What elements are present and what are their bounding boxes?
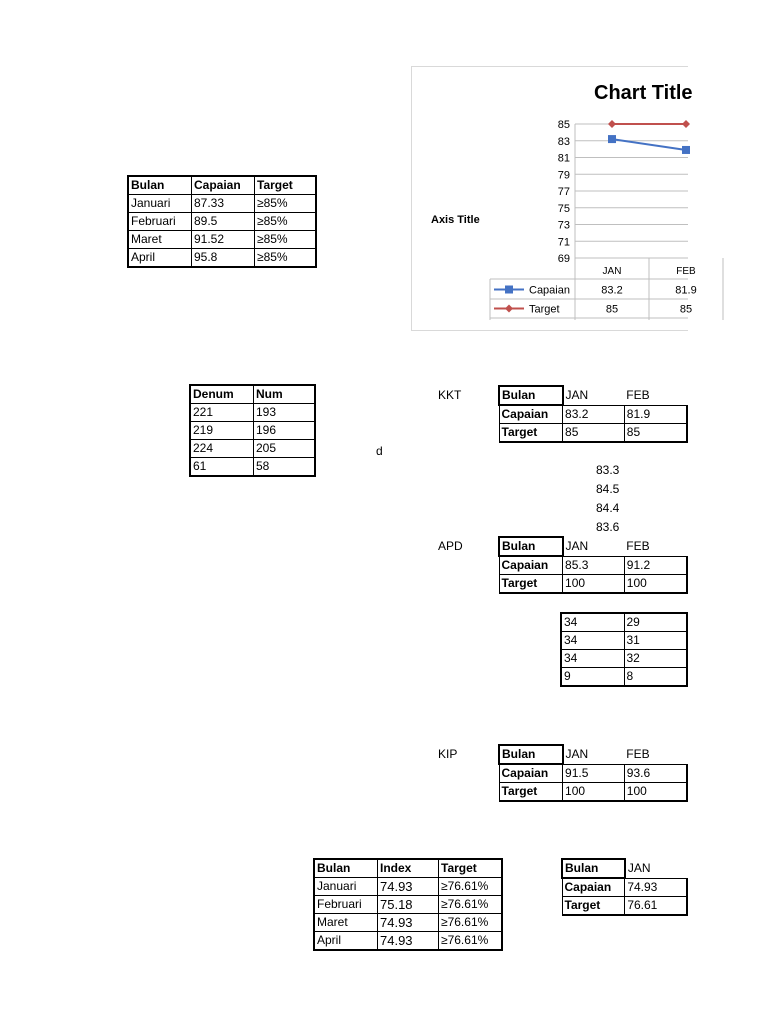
row-header-cell[interactable]: Capaian xyxy=(499,556,563,575)
table-cell[interactable]: 83.2 xyxy=(563,405,625,424)
header-cell[interactable]: Target xyxy=(255,176,317,195)
table-cell[interactable]: Januari xyxy=(314,878,378,896)
y-tick-label: 79 xyxy=(557,169,570,182)
table-cell[interactable]: ≥76.61% xyxy=(439,932,503,951)
row-header-cell[interactable]: Target xyxy=(562,897,625,916)
table-cell[interactable]: JAN xyxy=(565,538,589,553)
table-cell[interactable]: 100 xyxy=(563,575,625,594)
y-tick-label: 81 xyxy=(557,152,570,165)
table-row xyxy=(499,537,687,556)
list-item[interactable]: 83.3 xyxy=(596,463,620,477)
table-cell[interactable]: 91.52 xyxy=(192,231,255,249)
apd-label[interactable]: APD xyxy=(438,539,463,553)
stray-cell-text[interactable]: d xyxy=(376,444,383,458)
table-cell[interactable]: Maret xyxy=(314,914,378,932)
table-cell[interactable]: 74.93 xyxy=(378,914,439,932)
table-row xyxy=(190,422,315,440)
table-row xyxy=(128,195,316,213)
table-cell[interactable]: 224 xyxy=(190,440,254,458)
table-cell[interactable]: Februari xyxy=(314,896,378,914)
data-table-value: 85 xyxy=(679,303,693,316)
table-row xyxy=(561,632,687,650)
apd-grid-wrap xyxy=(560,612,688,692)
index-summary-table xyxy=(561,858,688,916)
table-cell[interactable]: April xyxy=(128,249,192,268)
table-cell[interactable]: 100 xyxy=(624,575,687,594)
x-tick-label: JAN xyxy=(602,266,622,277)
table-cell[interactable]: 32 xyxy=(624,650,687,668)
header-cell[interactable]: Target xyxy=(439,859,503,878)
row-header-cell[interactable]: Bulan xyxy=(499,537,563,556)
kkt-value-list xyxy=(596,461,619,537)
y-tick-label: 71 xyxy=(557,236,570,249)
y-tick-label: 83 xyxy=(557,135,570,148)
table-row xyxy=(314,914,502,932)
table-cell[interactable]: 75.18 xyxy=(378,896,439,914)
table-cell[interactable]: April xyxy=(314,932,378,951)
legend-label: Target xyxy=(529,303,560,316)
table-cell[interactable]: Februari xyxy=(128,213,192,231)
table-cell[interactable]: 8 xyxy=(624,668,687,687)
kkt-label[interactable]: KKT xyxy=(438,388,462,402)
header-cell[interactable]: Num xyxy=(254,385,316,404)
table-cell[interactable]: 219 xyxy=(190,422,254,440)
table-header-row xyxy=(190,385,315,404)
table-cell[interactable]: ≥85% xyxy=(255,231,317,249)
table-header-row xyxy=(128,176,316,195)
row-header-cell[interactable]: Target xyxy=(499,575,563,594)
table-cell[interactable]: 85 xyxy=(624,424,687,443)
y-tick-label: 75 xyxy=(557,202,570,215)
chart-canvas xyxy=(412,67,697,330)
table-cell[interactable]: ≥85% xyxy=(255,195,317,213)
table-row xyxy=(562,859,687,878)
table-cell[interactable]: 91.2 xyxy=(624,556,687,575)
header-cell[interactable]: Bulan xyxy=(128,176,192,195)
table-row xyxy=(190,404,315,422)
table-cell[interactable]: 100 xyxy=(563,783,625,802)
table-cell[interactable]: FEB xyxy=(626,387,650,402)
table-row xyxy=(562,878,687,897)
x-tick-label: FEB xyxy=(676,266,696,277)
table-cell[interactable]: 196 xyxy=(254,422,316,440)
table-row xyxy=(499,764,687,783)
table-cell[interactable]: JAN xyxy=(565,746,589,761)
table-cell[interactable]: JAN xyxy=(627,860,651,875)
table-cell[interactable]: 74.93 xyxy=(378,932,439,951)
table-cell[interactable]: 58 xyxy=(254,458,316,477)
table-cell[interactable]: 87.33 xyxy=(192,195,255,213)
row-header-cell[interactable]: Bulan xyxy=(499,745,563,764)
table-cell[interactable]: 74.93 xyxy=(378,878,439,896)
row-header-cell[interactable]: Bulan xyxy=(499,386,563,405)
data-point-capaian xyxy=(608,135,616,143)
table-cell[interactable]: 29 xyxy=(624,613,687,632)
kip-table xyxy=(498,744,688,802)
kkt-table-wrap xyxy=(498,385,688,445)
table-cell[interactable]: 89.5 xyxy=(192,213,255,231)
kip-table-wrap xyxy=(498,744,688,804)
header-cell[interactable]: Denum xyxy=(190,385,254,404)
data-table-value: 85 xyxy=(605,303,619,316)
list-item[interactable]: 83.6 xyxy=(596,520,620,534)
table-row xyxy=(561,668,687,687)
legend-marker-target xyxy=(505,305,513,313)
header-cell[interactable]: Index xyxy=(378,859,439,878)
table-cell[interactable]: 85.3 xyxy=(563,556,625,575)
table-cell[interactable]: 95.8 xyxy=(192,249,255,268)
table-row xyxy=(314,896,502,914)
table-cell[interactable]: 91.5 xyxy=(563,764,625,783)
table-cell[interactable]: 9 xyxy=(561,668,624,687)
row-header-cell[interactable]: Bulan xyxy=(562,859,625,878)
row-header-cell[interactable]: Capaian xyxy=(562,878,625,897)
y-tick-label: 73 xyxy=(557,219,570,232)
apd-table xyxy=(498,536,688,594)
apd-table-wrap xyxy=(498,536,688,596)
table-row xyxy=(499,405,687,424)
table-row xyxy=(499,575,687,594)
table-cell[interactable]: FEB xyxy=(626,538,650,553)
monthly-achievement-table xyxy=(127,175,317,268)
row-header-cell[interactable]: Target xyxy=(499,783,563,802)
index-table xyxy=(313,858,503,951)
kkt-table xyxy=(498,385,688,443)
table-row xyxy=(314,932,502,951)
data-point-target xyxy=(608,120,616,128)
data-table-value: 81.9 xyxy=(675,284,697,297)
data-point-capaian xyxy=(682,146,690,154)
table-cell[interactable]: 100 xyxy=(624,783,687,802)
table-cell[interactable]: JAN xyxy=(565,387,589,402)
denum-num-table xyxy=(189,384,316,477)
table-cell[interactable]: 34 xyxy=(561,613,624,632)
table-cell[interactable]: 61 xyxy=(190,458,254,477)
chart-title: Chart Title xyxy=(594,82,693,104)
table-row xyxy=(128,249,316,268)
header-cell[interactable]: Bulan xyxy=(314,859,378,878)
table-row xyxy=(190,458,315,477)
y-tick-label: 69 xyxy=(557,253,570,265)
header-cell[interactable]: Capaian xyxy=(192,176,255,195)
kip-label[interactable]: KIP xyxy=(438,747,458,761)
legend-label: Capaian xyxy=(529,284,570,297)
table-row xyxy=(561,613,687,632)
apd-count-grid xyxy=(560,612,688,687)
table-row xyxy=(499,424,687,443)
table-row xyxy=(562,897,687,916)
table-cell[interactable]: 85 xyxy=(563,424,625,443)
table-cell[interactable]: 81.9 xyxy=(624,405,687,424)
table-cell[interactable]: ≥76.61% xyxy=(439,878,503,896)
table-header-row xyxy=(314,859,502,878)
row-header-cell[interactable]: Capaian xyxy=(499,764,563,783)
table-cell[interactable]: FEB xyxy=(626,746,650,761)
table-cell[interactable]: Maret xyxy=(128,231,192,249)
table-row xyxy=(128,213,316,231)
last-table-wrap xyxy=(561,858,688,918)
table-row xyxy=(499,386,687,405)
table-cell[interactable]: 221 xyxy=(190,404,254,422)
data-point-target xyxy=(682,120,690,128)
line-chart[interactable] xyxy=(411,66,697,331)
table-row xyxy=(190,440,315,458)
data-table-value: 83.2 xyxy=(601,284,623,297)
row-header-cell[interactable]: Capaian xyxy=(499,405,563,424)
table-row xyxy=(314,878,502,896)
table-cell[interactable]: 34 xyxy=(561,632,624,650)
list-item[interactable]: 84.5 xyxy=(596,482,620,496)
table-cell[interactable]: 31 xyxy=(624,632,687,650)
table-cell[interactable]: 93.6 xyxy=(624,764,687,783)
row-header-cell[interactable]: Target xyxy=(499,424,563,443)
table-cell[interactable]: 205 xyxy=(254,440,316,458)
table-cell[interactable]: ≥76.61% xyxy=(439,896,503,914)
list-item[interactable]: 84.4 xyxy=(596,501,620,515)
table-row xyxy=(499,745,687,764)
y-axis-title: Axis Title xyxy=(431,214,480,226)
table-cell[interactable]: 76.61 xyxy=(625,897,687,916)
table-row xyxy=(128,231,316,249)
y-tick-label: 77 xyxy=(557,186,570,198)
legend-marker-capaian xyxy=(505,286,513,294)
table-cell[interactable]: Januari xyxy=(128,195,192,213)
table-cell[interactable]: 193 xyxy=(254,404,316,422)
table-cell[interactable]: ≥85% xyxy=(255,213,317,231)
y-tick-label: 85 xyxy=(557,119,570,131)
table-cell[interactable]: 74.93 xyxy=(625,878,687,897)
table-row xyxy=(499,556,687,575)
table-row xyxy=(561,650,687,668)
table-row xyxy=(499,783,687,802)
table-cell[interactable]: ≥85% xyxy=(255,249,317,268)
table-cell[interactable]: ≥76.61% xyxy=(439,914,503,932)
table-cell[interactable]: 34 xyxy=(561,650,624,668)
